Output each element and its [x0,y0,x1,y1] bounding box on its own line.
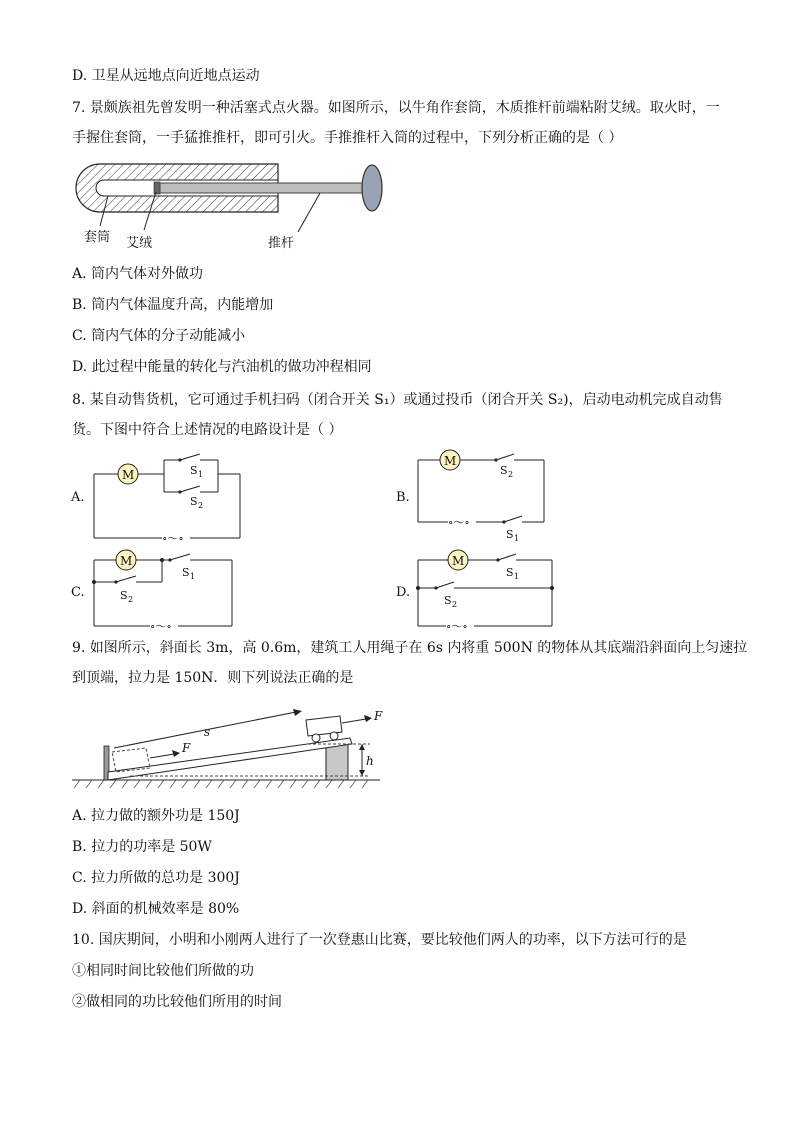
source-label: ∘～∘ [448,516,470,529]
s2-label: S [190,495,198,508]
q9-stem-line2: 到顶端，拉力是 150N．则下列说法正确的是 [72,670,354,686]
source-label: ∘～∘ [162,532,184,545]
circuit-c [66,546,246,632]
q7-stem-line1: 7. 景颇族祖先曾发明一种活塞式点火器。如图所示，以牛角作套筒，木质推杆前端粘附艾绒。取火时，一 [72,100,720,116]
label-s: s [204,725,211,739]
rod-handle [362,165,382,211]
s1-label: S [506,566,514,579]
circuit-a-label: A. [71,490,85,505]
label-f-bottom: F [182,741,191,755]
q9-incline-figure [70,704,390,796]
s2-label: S [500,464,508,477]
s1-sub: 1 [190,572,196,581]
label-h: h [366,754,374,768]
q7-option-b: B. 筒内气体温度升高，内能增加 [72,297,274,313]
q7-option-d: D. 此过程中能量的转化与汽油机的做功冲程相同 [72,359,372,375]
q10-stem: 10. 国庆期间，小明和小刚两人进行了一次登惠山比赛，要比较他们两人的功率，以下方法可行的是 [72,932,687,948]
label-moxa: 艾绒 [126,236,153,251]
circuit-d-label: D. [396,585,411,600]
circuit-b [392,446,562,546]
motor-label: M [120,554,133,568]
s1-sub: 1 [198,470,204,479]
s1-sub: 1 [514,572,520,581]
motor-label: M [122,468,135,482]
label-f-top: F [374,709,383,723]
s1-label: S [182,566,190,579]
q9-stem-line1: 9. 如图所示，斜面长 3m，高 0.6m，建筑工人用绳子在 6s 内将重 500N 的物体从其底端沿斜面向上匀速拉 [72,640,748,656]
s1-sub: 1 [514,534,520,543]
circuit-b-label: B. [396,490,410,505]
q10-item2: ②做相同的功比较他们所用的时间 [72,994,282,1010]
q9-option-b: B. 拉力的功率是 50W [72,839,212,855]
s2-sub: 2 [508,470,514,479]
q6-option-d: D. 卫星从远地点向近地点运动 [72,68,260,84]
s1-label: S [506,528,514,541]
q10-item1: ①相同时间比较他们所做的功 [72,963,254,979]
source-label: ∘～∘ [446,620,468,632]
circuit-c-label: C. [71,585,85,600]
s2-sub: 2 [128,595,134,604]
q9-option-c: C. 拉力所做的总功是 300J [72,870,240,886]
s2-label: S [444,594,452,607]
q9-option-a: A. 拉力做的额外功是 150J [72,808,240,824]
q7-option-c: C. 筒内气体的分子动能减小 [72,328,246,344]
label-rod: 推杆 [268,236,295,251]
support-block [326,744,348,780]
q8-stem-line2: 货。下图中符合上述情况的电路设计是（ ） [72,422,343,438]
label-sleeve: 套筒 [84,230,111,245]
motor-label: M [452,554,465,568]
moxa-shape [154,182,160,194]
s1-label: S [190,464,198,477]
q8-stem-line1: 8. 某自动售货机，它可通过手机扫码（闭合开关 S₁）或通过投币（闭合开关 S₂)，启动电动机完成自动售 [72,392,723,408]
s2-sub: 2 [452,600,458,609]
rod-shape [160,183,364,193]
q7-fire-piston-figure [70,158,390,252]
circuit-a [66,452,246,546]
q7-option-a: A. 筒内气体对外做功 [72,266,204,282]
circuit-d [392,546,562,632]
q7-stem-line2: 手握住套筒，一手猛推推杆，即可引火。手推推杆入筒的过程中，下列分析正确的是（ ） [72,130,623,146]
q9-option-d: D. 斜面的机械效率是 80% [72,901,240,917]
motor-label: M [444,454,457,468]
source-label: ∘～∘ [150,620,172,632]
s2-label: S [120,589,128,602]
s2-sub: 2 [198,501,204,510]
